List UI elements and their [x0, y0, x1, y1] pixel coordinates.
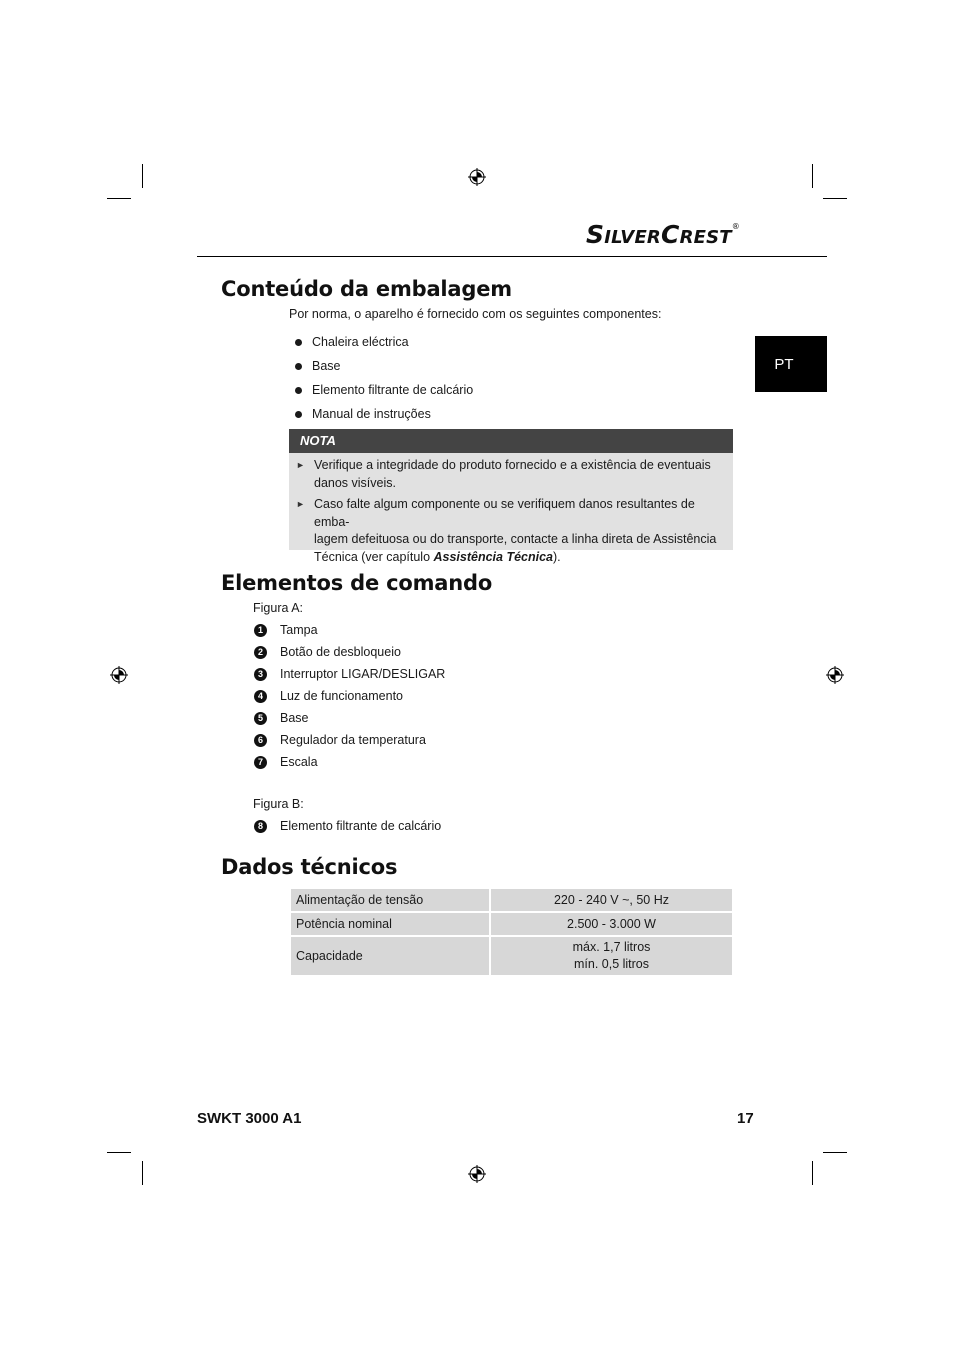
number-badge-icon: 3 — [254, 668, 267, 681]
table-row — [291, 913, 732, 937]
number-badge-icon: 6 — [254, 734, 267, 747]
note-box — [289, 429, 733, 564]
crop-mark-icon — [107, 198, 131, 199]
crop-mark-icon — [812, 1161, 813, 1185]
spec-key: Capacidade — [291, 937, 491, 975]
number-badge-icon: 7 — [254, 756, 267, 769]
list-item: 2 Botão de desbloqueio — [254, 641, 445, 663]
list-item: Base — [295, 354, 473, 378]
table-row — [291, 937, 732, 975]
list-item: 5 Base — [254, 707, 445, 729]
number-badge-icon: 4 — [254, 690, 267, 703]
crop-mark-icon — [107, 1152, 131, 1153]
header-rule — [197, 256, 827, 257]
figure-b-label: Figura B: — [253, 797, 304, 811]
crop-mark-icon — [812, 164, 813, 188]
bullet-icon — [295, 339, 302, 346]
registration-mark-icon — [826, 666, 844, 684]
list-item: Elemento filtrante de calcário — [295, 378, 473, 402]
bullet-icon — [295, 363, 302, 370]
language-tab: PT — [755, 336, 827, 392]
spec-value: 2.500 - 3.000 W — [491, 913, 732, 937]
crop-mark-icon — [823, 1152, 847, 1153]
spec-value: máx. 1,7 litros mín. 0,5 litros — [491, 937, 732, 975]
spec-key: Potência nominal — [291, 913, 491, 937]
spec-key: Alimentação de tensão — [291, 889, 491, 913]
list-item: 4 Luz de funcionamento — [254, 685, 445, 707]
list-item: 8 Elemento filtrante de calcário — [254, 815, 441, 837]
list-item: 7 Escala — [254, 751, 445, 773]
list-item: 6 Regulador da temperatura — [254, 729, 445, 751]
number-badge-icon: 5 — [254, 712, 267, 725]
table-row — [291, 889, 732, 913]
brand-logo: SILVERCREST® — [586, 220, 740, 249]
list-item: 1 Tampa — [254, 619, 445, 641]
crop-mark-icon — [823, 198, 847, 199]
list-item: Chaleira eléctrica — [295, 330, 473, 354]
list-item: Manual de instruções — [295, 402, 473, 426]
number-badge-icon: 1 — [254, 624, 267, 637]
note-item: ► Caso falte algum componente ou se verifiquem danos resultantes de emba- lagem defeituosa ou do transporte, contacte a linha direta de Assistência Técnica (ver capítulo Assistência Técnica). — [296, 497, 717, 564]
registration-mark-icon — [468, 1165, 486, 1183]
note-label: NOTA — [289, 429, 733, 453]
note-item: ► Verifique a integridade do produto fornecido e a existência de eventuais danos visíveis. — [296, 458, 711, 490]
list-item: 3 Interruptor LIGAR/DESLIGAR — [254, 663, 445, 685]
figure-a-label: Figura A: — [253, 601, 304, 615]
section-title-contents: Conteúdo da embalagem — [221, 277, 512, 301]
figure-b-list — [254, 815, 441, 837]
arrow-right-icon: ► — [296, 499, 305, 509]
bullet-icon — [295, 387, 302, 394]
crop-mark-icon — [142, 1161, 143, 1185]
footer-model: SWKT 3000 A1 — [197, 1110, 302, 1127]
section-title-specs: Dados técnicos — [221, 855, 398, 879]
registration-mark-icon — [468, 168, 486, 186]
chapter-reference: Assistência Técnica — [433, 549, 554, 564]
specs-table — [291, 889, 732, 975]
contents-list — [295, 330, 473, 426]
bullet-icon — [295, 411, 302, 418]
page-number: 17 — [737, 1110, 754, 1127]
spec-value: 220 - 240 V ~, 50 Hz — [491, 889, 732, 913]
arrow-right-icon: ► — [296, 460, 305, 470]
contents-intro: Por norma, o aparelho é fornecido com os seguintes componentes: — [289, 307, 662, 321]
crop-mark-icon — [142, 164, 143, 188]
section-title-controls: Elementos de comando — [221, 571, 493, 595]
registration-mark-icon — [110, 666, 128, 684]
number-badge-icon: 8 — [254, 820, 267, 833]
number-badge-icon: 2 — [254, 646, 267, 659]
figure-a-list — [254, 619, 445, 773]
